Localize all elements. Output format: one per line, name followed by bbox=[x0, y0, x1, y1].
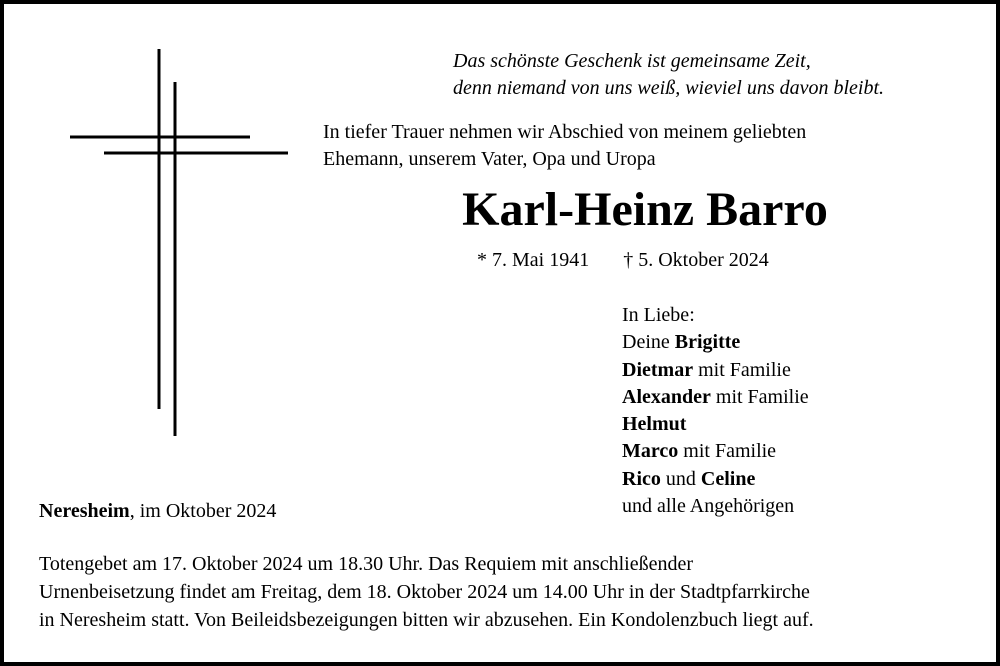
mourner-suffix: mit Familie bbox=[678, 440, 777, 463]
mourner-line bbox=[622, 411, 982, 438]
funeral-line: Urnenbeisetzung findet am Freitag, dem 18. Oktober 2024 um 14.00 Uhr in der Stadtpfarrkirche bbox=[39, 581, 810, 603]
intro-line: Ehemann, unserem Vater, Opa und Uropa bbox=[323, 148, 656, 170]
place-and-date bbox=[39, 498, 276, 525]
funeral-details bbox=[39, 550, 979, 634]
mourner-suffix: mit Familie bbox=[693, 358, 791, 381]
birth-date: * 7. Mai 1941 bbox=[477, 249, 590, 271]
mourner-name: Dietmar bbox=[622, 358, 694, 381]
intro-line: In tiefer Trauer nehmen wir Abschied von meinem geliebten bbox=[323, 121, 807, 143]
mourner-line bbox=[622, 438, 982, 465]
motto-line: denn niemand von uns weiß, wieviel uns davon bleibt. bbox=[453, 77, 885, 99]
intro-text bbox=[323, 119, 963, 173]
mourner-name: Rico bbox=[622, 467, 661, 490]
deceased-name: Karl-Heinz Barro bbox=[462, 183, 828, 236]
motto-quote bbox=[453, 48, 983, 102]
place-town: Neresheim bbox=[39, 500, 130, 522]
life-dates bbox=[477, 247, 769, 274]
mourner-suffix: mit Familie bbox=[710, 385, 809, 408]
mourner-name: Brigitte bbox=[674, 331, 741, 354]
mourner-line: und alle Angehörigen bbox=[622, 495, 795, 518]
funeral-line: Totengebet am 17. Oktober 2024 um 18.30 Uhr. Das Requiem mit anschließender bbox=[39, 553, 694, 575]
place-date: , im Oktober 2024 bbox=[129, 500, 277, 522]
mourner-name: Marco bbox=[622, 440, 679, 463]
double-cross-icon bbox=[64, 44, 294, 444]
mourner-line bbox=[622, 384, 982, 411]
mourner-name: Helmut bbox=[622, 413, 687, 436]
mourner-prefix: Deine bbox=[622, 331, 675, 354]
motto-line: Das schönste Geschenk ist gemeinsame Zeit, bbox=[453, 50, 811, 72]
mourners-heading: In Liebe: bbox=[622, 304, 695, 326]
mourner-name: Alexander bbox=[622, 385, 711, 408]
mourner-line bbox=[622, 329, 982, 356]
mourner-line bbox=[622, 466, 982, 493]
mourners-list bbox=[622, 302, 982, 520]
funeral-line: in Neresheim statt. Von Beileidsbezeigungen bitten wir abzusehen. Ein Kondolenzbuch liegt auf. bbox=[39, 609, 814, 631]
mourner-join: und bbox=[660, 467, 701, 490]
mourner-name: Celine bbox=[700, 467, 756, 490]
mourner-line bbox=[622, 357, 982, 384]
death-date: † 5. Oktober 2024 bbox=[623, 249, 769, 271]
